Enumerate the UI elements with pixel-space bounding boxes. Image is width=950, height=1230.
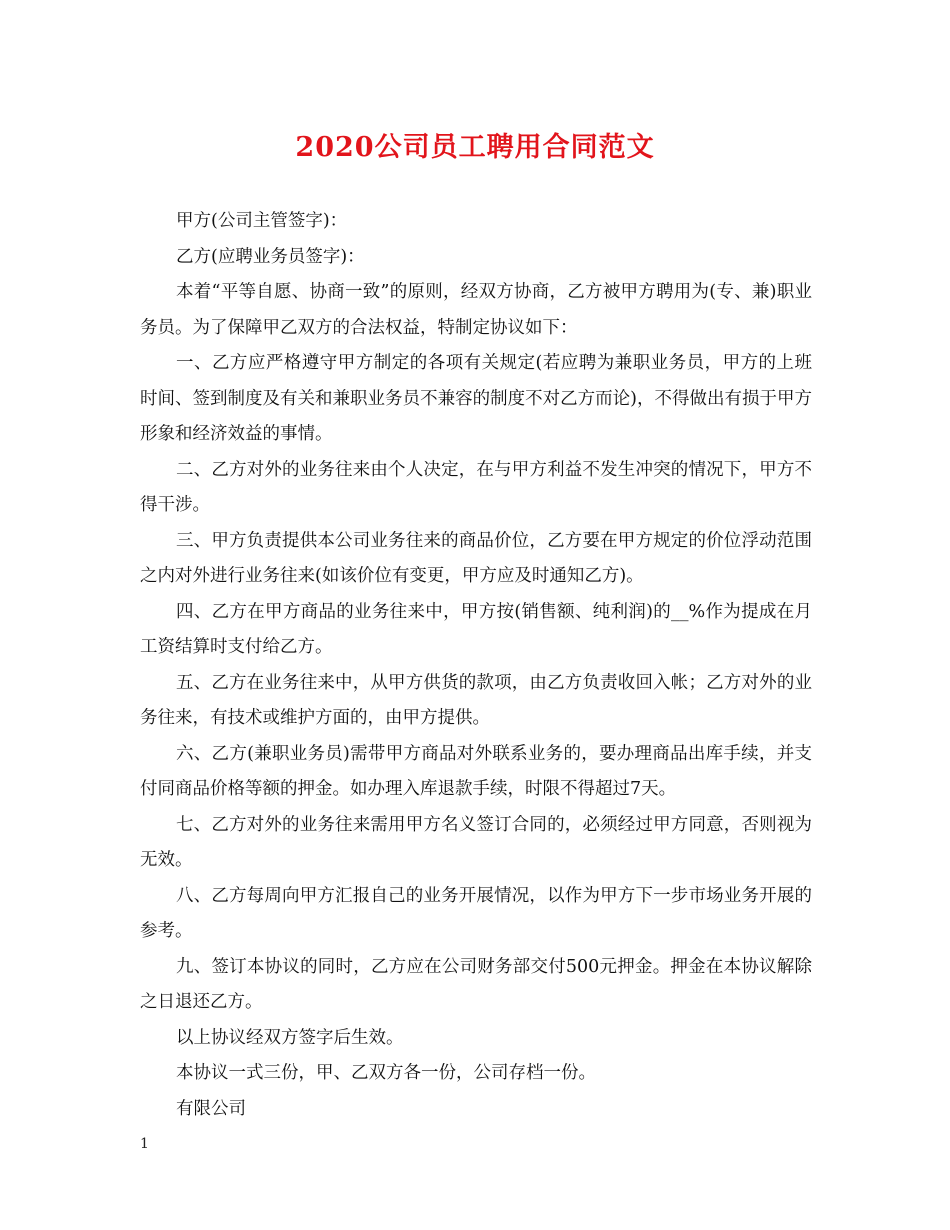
clause-3: 三、甲方负责提供本公司业务往来的商品价位，乙方要在甲方规定的价位浮动范围之内对外进行业务往来(如该价位有变更，甲方应及时通知乙方)。 [140,530,812,586]
clause-5: 五、乙方在业务往来中，从甲方供货的款项，由乙方负责收回入帐；乙方对外的业务往来，有技术或维护方面的，由甲方提供。 [140,672,812,728]
clause-1: 一、乙方应严格遵守甲方制定的各项有关规定(若应聘为兼职业务员，甲方的上班时间、签到制度及有关和兼职业务员不兼容的制度不对乙方而论)，不得做出有损于甲方形象和经济效益的事情。 [140,353,812,444]
party-a-line: 甲方(公司主管签字)： [176,211,348,231]
document-title: 2020公司员工聘用合同范文 [295,132,655,163]
preamble-paragraph: 本着“平等自愿、协商一致”的原则，经双方协商，乙方被甲方聘用为(专、兼)职业务员。为了保障甲乙双方的合法权益，特制定协议如下： [140,282,812,338]
effective-statement: 以上协议经双方签字后生效。 [176,1027,404,1048]
page-number: 1 [140,1136,149,1152]
party-b-line: 乙方(应聘业务员签字)： [176,246,365,267]
clause-7: 七、乙方对外的业务往来需用甲方名义签订合同的，必须经过甲方同意，否则视为无效。 [140,814,812,870]
clause-4: 四、乙方在甲方商品的业务往来中，甲方按(销售额、纯利润)的__%作为提成在月工资结算时支付给乙方。 [140,601,812,657]
clause-6: 六、乙方(兼职业务员)需带甲方商品对外联系业务的，要办理商品出库手续，并支付同商品价格等额的押金。如办理入库退款手续，时限不得超过7天。 [140,743,812,799]
copies-statement: 本协议一式三份，甲、乙双方各一份，公司存档一份。 [176,1063,596,1083]
document-body [140,204,812,1127]
clause-9: 九、签订本协议的同时，乙方应在公司财务部交付500元押金。押金在本协议解除之日退还乙方。 [140,956,812,1012]
clause-2: 二、乙方对外的业务往来由个人决定，在与甲方利益不发生冲突的情况下，甲方不得干涉。 [140,459,812,515]
clause-8: 八、乙方每周向甲方汇报自己的业务开展情况，以作为甲方下一步市场业务开展的参考。 [140,885,812,941]
company-signature-line: 有限公司 [176,1098,246,1119]
